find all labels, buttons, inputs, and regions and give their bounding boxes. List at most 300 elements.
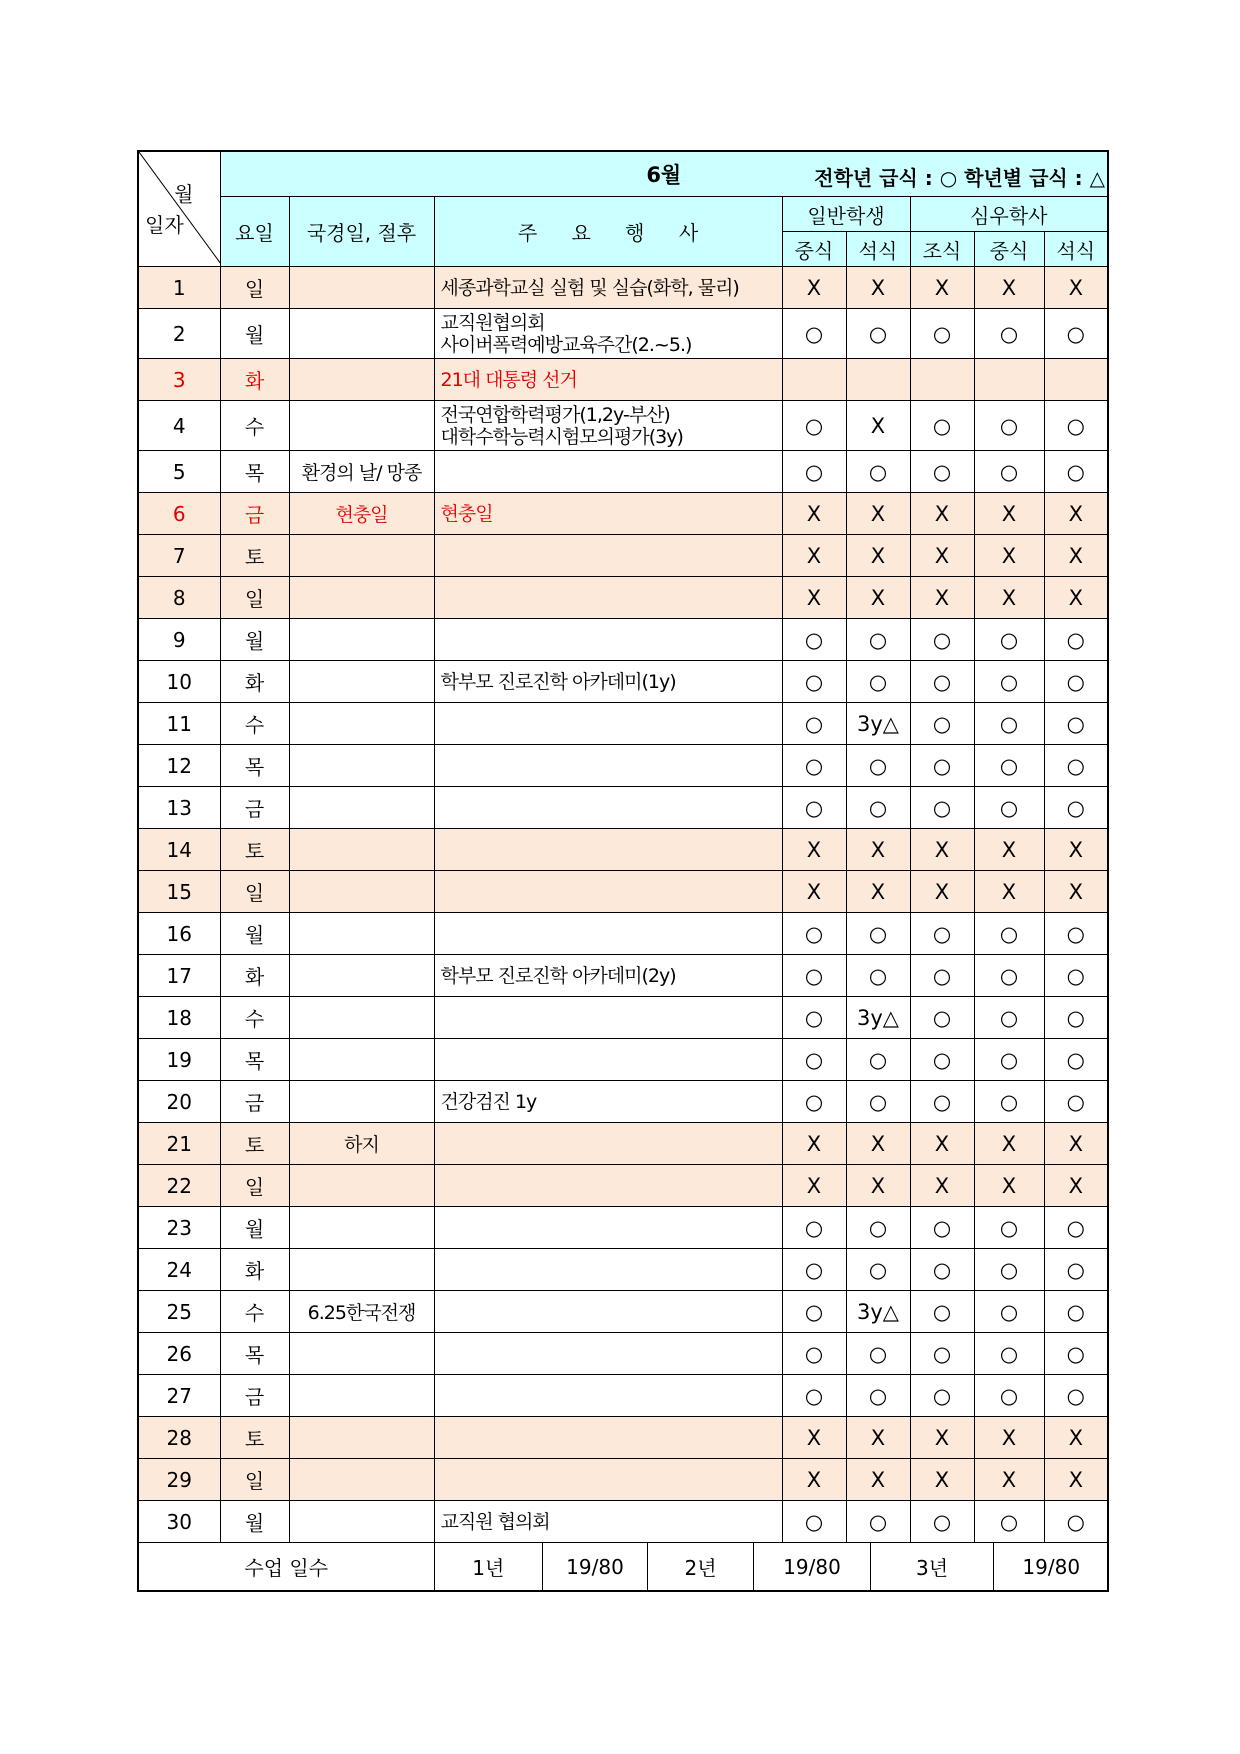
holiday-cell [289, 1417, 434, 1459]
events-cell [434, 787, 782, 829]
class-days-grid [434, 1543, 1108, 1592]
general-lunch-mark: X [782, 871, 846, 913]
holiday-column-header: 국경일, 절후 [289, 197, 434, 267]
general-lunch-mark [782, 359, 846, 401]
dorm-breakfast-mark [910, 359, 974, 401]
date-cell: 29 [138, 1459, 220, 1501]
grade-class-days: 19/80 [994, 1543, 1109, 1590]
dorm-dinner-mark: ○ [1044, 1501, 1108, 1543]
dorm-breakfast-mark: ○ [910, 1249, 974, 1291]
grade-label: 2년 [648, 1543, 754, 1590]
general-lunch-mark: ○ [782, 401, 846, 451]
general-lunch-mark: ○ [782, 1291, 846, 1333]
general-dinner-mark: 3y△ [846, 703, 910, 745]
holiday-cell [289, 1501, 434, 1543]
events-cell [434, 451, 782, 493]
general-lunch-mark: ○ [782, 1249, 846, 1291]
weekday-cell: 월 [220, 1207, 289, 1249]
weekday-cell: 일 [220, 871, 289, 913]
day-row [138, 451, 1108, 493]
general-lunch-mark: ○ [782, 1039, 846, 1081]
general-lunch-header: 중식 [782, 232, 846, 267]
footer-row [138, 1543, 1108, 1592]
weekday-cell: 금 [220, 1081, 289, 1123]
dorm-dinner-mark: X [1044, 577, 1108, 619]
general-dinner-mark: ○ [846, 1081, 910, 1123]
general-lunch-mark: X [782, 1459, 846, 1501]
weekday-cell: 화 [220, 359, 289, 401]
event-text: 건강검진 1y [440, 1090, 537, 1113]
weekday-cell: 화 [220, 955, 289, 997]
general-lunch-mark: ○ [782, 1501, 846, 1543]
dorm-breakfast-mark: X [910, 535, 974, 577]
date-cell: 27 [138, 1375, 220, 1417]
dorm-lunch-mark: ○ [974, 1249, 1044, 1291]
events-cell [434, 401, 782, 451]
dorm-dinner-mark: ○ [1044, 1249, 1108, 1291]
general-lunch-mark: ○ [782, 787, 846, 829]
dorm-lunch-header: 중식 [974, 232, 1044, 267]
dorm-lunch-mark: ○ [974, 1333, 1044, 1375]
general-lunch-mark: ○ [782, 955, 846, 997]
events-cell [434, 493, 782, 535]
general-dinner-mark [846, 359, 910, 401]
general-dinner-mark: ○ [846, 309, 910, 359]
dorm-breakfast-mark: ○ [910, 451, 974, 493]
general-dinner-mark: ○ [846, 787, 910, 829]
day-row [138, 1501, 1108, 1543]
holiday-cell [289, 1249, 434, 1291]
general-lunch-mark: ○ [782, 451, 846, 493]
events-cell [434, 577, 782, 619]
dorm-dinner-mark: X [1044, 493, 1108, 535]
dorm-lunch-mark: X [974, 1417, 1044, 1459]
date-cell: 6 [138, 493, 220, 535]
general-dinner-mark: X [846, 493, 910, 535]
general-students-header: 일반학생 [782, 197, 910, 232]
holiday-cell [289, 535, 434, 577]
event-text: 학부모 진로진학 아카데미(2y) [440, 964, 676, 987]
dorm-lunch-mark: X [974, 829, 1044, 871]
holiday-cell [289, 997, 434, 1039]
date-cell: 26 [138, 1333, 220, 1375]
grade-label: 1년 [472, 1556, 505, 1580]
diagonal-divider [139, 152, 220, 264]
date-cell: 1 [138, 267, 220, 309]
weekday-cell: 일 [220, 1459, 289, 1501]
weekday-cell: 금 [220, 1375, 289, 1417]
dorm-breakfast-mark: X [910, 1459, 974, 1501]
day-row [138, 745, 1108, 787]
dorm-dinner-mark: X [1044, 1123, 1108, 1165]
weekday-cell: 토 [220, 1417, 289, 1459]
general-dinner-mark: ○ [846, 619, 910, 661]
holiday-cell [289, 1375, 434, 1417]
events-cell [434, 1291, 782, 1333]
holiday-cell: 하지 [289, 1123, 434, 1165]
events-cell [434, 1039, 782, 1081]
dorm-breakfast-mark: X [910, 1123, 974, 1165]
dorm-lunch-mark [974, 359, 1044, 401]
dorm-dinner-mark: ○ [1044, 401, 1108, 451]
holiday-cell: 6.25한국전쟁 [289, 1291, 434, 1333]
general-dinner-mark: X [846, 871, 910, 913]
weekday-cell: 토 [220, 829, 289, 871]
dorm-breakfast-mark: ○ [910, 1375, 974, 1417]
weekday-cell: 수 [220, 703, 289, 745]
date-cell: 14 [138, 829, 220, 871]
dorm-lunch-mark: X [974, 267, 1044, 309]
holiday-cell [289, 309, 434, 359]
general-lunch-mark: ○ [782, 1207, 846, 1249]
weekday-cell: 일 [220, 577, 289, 619]
general-dinner-mark: ○ [846, 1207, 910, 1249]
date-cell: 3 [138, 359, 220, 401]
weekday-cell: 목 [220, 451, 289, 493]
events-cell [434, 871, 782, 913]
dorm-breakfast-mark: ○ [910, 703, 974, 745]
date-cell: 15 [138, 871, 220, 913]
holiday-cell [289, 955, 434, 997]
dorm-dinner-header: 석식 [1044, 232, 1108, 267]
weekday-cell: 수 [220, 401, 289, 451]
day-row [138, 1291, 1108, 1333]
dorm-lunch-mark: ○ [974, 787, 1044, 829]
weekday-cell: 수 [220, 1291, 289, 1333]
events-cell [434, 309, 782, 359]
holiday-cell [289, 619, 434, 661]
weekday-cell: 화 [220, 1249, 289, 1291]
grade-label: 3년 [871, 1543, 994, 1590]
holiday-cell [289, 1207, 434, 1249]
events-cell [434, 997, 782, 1039]
events-cell [434, 745, 782, 787]
date-cell: 30 [138, 1501, 220, 1543]
dorm-breakfast-mark: ○ [910, 1333, 974, 1375]
dorm-lunch-mark: X [974, 1459, 1044, 1501]
dorm-dinner-mark: ○ [1044, 955, 1108, 997]
weekday-cell: 수 [220, 997, 289, 1039]
dorm-lunch-mark: X [974, 1165, 1044, 1207]
general-dinner-mark: X [846, 535, 910, 577]
corner-date-label: 일자 [145, 213, 184, 237]
dorm-lunch-mark: X [974, 871, 1044, 913]
weekday-cell: 목 [220, 1039, 289, 1081]
date-cell: 9 [138, 619, 220, 661]
event-text: 교직원협의회 [440, 311, 545, 334]
dorm-lunch-mark: ○ [974, 1501, 1044, 1543]
events-cell [434, 1249, 782, 1291]
date-cell: 11 [138, 703, 220, 745]
events-cell [434, 1375, 782, 1417]
dorm-breakfast-mark: ○ [910, 745, 974, 787]
dorm-lunch-mark: X [974, 535, 1044, 577]
dorm-breakfast-mark: ○ [910, 1207, 974, 1249]
weekday-cell: 목 [220, 1333, 289, 1375]
day-row [138, 619, 1108, 661]
general-dinner-mark: ○ [846, 1249, 910, 1291]
general-lunch-mark: ○ [782, 1081, 846, 1123]
holiday-cell [289, 871, 434, 913]
general-lunch-mark: ○ [782, 309, 846, 359]
dorm-dinner-mark: ○ [1044, 703, 1108, 745]
events-cell [434, 1123, 782, 1165]
dorm-dinner-mark: ○ [1044, 997, 1108, 1039]
day-row [138, 1123, 1108, 1165]
grade-class-days: 19/80 [754, 1543, 871, 1590]
date-cell: 18 [138, 997, 220, 1039]
general-lunch-mark: X [782, 493, 846, 535]
dorm-dinner-mark: ○ [1044, 1333, 1108, 1375]
general-dinner-mark: X [846, 267, 910, 309]
weekday-cell: 일 [220, 267, 289, 309]
general-lunch-mark: X [782, 1417, 846, 1459]
day-column-header: 요일 [220, 197, 289, 267]
holiday-cell [289, 1333, 434, 1375]
general-lunch-mark: ○ [782, 661, 846, 703]
weekday-cell: 월 [220, 309, 289, 359]
event-text: 21대 대통령 선거 [440, 368, 577, 391]
events-cell [434, 703, 782, 745]
general-dinner-mark: ○ [846, 1501, 910, 1543]
date-cell: 4 [138, 401, 220, 451]
dorm-dinner-mark: ○ [1044, 913, 1108, 955]
day-row [138, 703, 1108, 745]
corner-month-label: 월 [174, 182, 194, 206]
meal-legend: 전학년 급식 : ○ 학년별 급식 : △ [814, 166, 1106, 190]
date-cell: 12 [138, 745, 220, 787]
month-title-cell [220, 151, 1108, 197]
day-row [138, 1207, 1108, 1249]
day-row [138, 661, 1108, 703]
date-cell: 19 [138, 1039, 220, 1081]
holiday-cell: 환경의 날/ 망종 [289, 451, 434, 493]
dorm-lunch-mark: ○ [974, 745, 1044, 787]
day-row [138, 787, 1108, 829]
events-cell [434, 267, 782, 309]
general-dinner-mark: X [846, 1459, 910, 1501]
dorm-dinner-mark: X [1044, 829, 1108, 871]
general-dinner-mark: ○ [846, 745, 910, 787]
dorm-breakfast-mark: X [910, 493, 974, 535]
dorm-dinner-mark: ○ [1044, 1291, 1108, 1333]
general-lunch-mark: X [782, 829, 846, 871]
holiday-cell [289, 913, 434, 955]
date-cell: 23 [138, 1207, 220, 1249]
dorm-dinner-mark: X [1044, 1165, 1108, 1207]
event-text: 학부모 진로진학 아카데미(1y) [440, 670, 676, 693]
date-cell: 5 [138, 451, 220, 493]
dorm-breakfast-mark: X [910, 829, 974, 871]
events-cell [434, 1081, 782, 1123]
general-lunch-mark: X [782, 535, 846, 577]
dorm-lunch-mark: ○ [974, 1081, 1044, 1123]
class-days-label: 수업 일수 [138, 1543, 434, 1592]
dorm-dinner-mark: ○ [1044, 661, 1108, 703]
weekday-cell: 토 [220, 535, 289, 577]
general-lunch-mark: X [782, 267, 846, 309]
events-cell [434, 359, 782, 401]
events-cell [434, 1333, 782, 1375]
weekday-cell: 목 [220, 745, 289, 787]
dorm-breakfast-mark: ○ [910, 1081, 974, 1123]
dorm-breakfast-header: 조식 [910, 232, 974, 267]
general-dinner-mark: ○ [846, 661, 910, 703]
day-row [138, 1165, 1108, 1207]
date-cell: 22 [138, 1165, 220, 1207]
event-text: 세종과학교실 실험 및 실습(화학, 물리) [440, 276, 739, 299]
events-cell [434, 619, 782, 661]
general-lunch-mark: ○ [782, 619, 846, 661]
date-cell: 8 [138, 577, 220, 619]
date-cell: 21 [138, 1123, 220, 1165]
general-lunch-mark: X [782, 1165, 846, 1207]
general-dinner-mark: 3y△ [846, 1291, 910, 1333]
dorm-dinner-mark [1044, 359, 1108, 401]
dorm-dinner-mark: ○ [1044, 787, 1108, 829]
day-row [138, 1375, 1108, 1417]
dorm-dinner-mark: ○ [1044, 1207, 1108, 1249]
date-cell: 20 [138, 1081, 220, 1123]
dorm-lunch-mark: ○ [974, 1291, 1044, 1333]
dorm-lunch-mark: X [974, 493, 1044, 535]
dorm-lunch-mark: ○ [974, 1039, 1044, 1081]
general-dinner-mark: X [846, 1417, 910, 1459]
events-cell [434, 1417, 782, 1459]
event-text: 대학수학능력시험모의평가(3y) [440, 425, 683, 448]
holiday-cell [289, 1165, 434, 1207]
day-row [138, 871, 1108, 913]
holiday-cell [289, 703, 434, 745]
dorm-lunch-mark: ○ [974, 309, 1044, 359]
holiday-cell [289, 1039, 434, 1081]
dorm-dinner-mark: X [1044, 1417, 1108, 1459]
monthly-schedule-table [137, 150, 1109, 1592]
general-dinner-mark: X [846, 1123, 910, 1165]
dorm-dinner-mark: ○ [1044, 451, 1108, 493]
day-row [138, 1249, 1108, 1291]
day-row [138, 577, 1108, 619]
general-dinner-mark: X [846, 401, 910, 451]
general-dinner-mark: ○ [846, 1375, 910, 1417]
day-row [138, 1039, 1108, 1081]
dorm-breakfast-mark: X [910, 871, 974, 913]
dorm-lunch-mark: ○ [974, 661, 1044, 703]
dorm-breakfast-mark: ○ [910, 1501, 974, 1543]
general-lunch-mark: ○ [782, 1333, 846, 1375]
dorm-breakfast-mark: ○ [910, 619, 974, 661]
dorm-dinner-mark: X [1044, 1459, 1108, 1501]
general-dinner-mark: ○ [846, 1039, 910, 1081]
dorm-dinner-mark: ○ [1044, 309, 1108, 359]
dorm-breakfast-mark: ○ [910, 401, 974, 451]
dorm-breakfast-mark: ○ [910, 787, 974, 829]
dorm-dinner-mark: ○ [1044, 745, 1108, 787]
dorm-dinner-mark: ○ [1044, 619, 1108, 661]
general-dinner-mark: ○ [846, 955, 910, 997]
events-cell [434, 1501, 782, 1543]
dorm-lunch-mark: ○ [974, 997, 1044, 1039]
day-row [138, 955, 1108, 997]
events-cell [434, 661, 782, 703]
events-cell [434, 1165, 782, 1207]
weekday-cell: 금 [220, 493, 289, 535]
dorm-dinner-mark: X [1044, 267, 1108, 309]
general-lunch-mark: ○ [782, 913, 846, 955]
dorm-breakfast-mark: ○ [910, 955, 974, 997]
dorm-lunch-mark: ○ [974, 619, 1044, 661]
general-lunch-mark: ○ [782, 997, 846, 1039]
general-lunch-mark: ○ [782, 1375, 846, 1417]
month-title: 6월 [646, 163, 682, 187]
general-dinner-mark: 3y△ [846, 997, 910, 1039]
events-cell [434, 829, 782, 871]
holiday-cell [289, 401, 434, 451]
day-row [138, 913, 1108, 955]
dorm-breakfast-mark: ○ [910, 913, 974, 955]
events-cell [434, 1207, 782, 1249]
weekday-cell: 화 [220, 661, 289, 703]
dormitory-header: 심우학사 [910, 197, 1108, 232]
day-row [138, 1081, 1108, 1123]
date-cell: 13 [138, 787, 220, 829]
day-row [138, 535, 1108, 577]
dorm-lunch-mark: ○ [974, 955, 1044, 997]
general-dinner-mark: ○ [846, 1333, 910, 1375]
day-row [138, 1333, 1108, 1375]
holiday-cell [289, 267, 434, 309]
general-dinner-mark: X [846, 1165, 910, 1207]
holiday-cell [289, 1081, 434, 1123]
dorm-lunch-mark: X [974, 577, 1044, 619]
date-cell: 25 [138, 1291, 220, 1333]
events-cell [434, 913, 782, 955]
dorm-lunch-mark: X [974, 1123, 1044, 1165]
day-row [138, 1417, 1108, 1459]
dorm-breakfast-mark: ○ [910, 1291, 974, 1333]
date-cell: 7 [138, 535, 220, 577]
corner-header [138, 151, 220, 267]
event-text: 사이버폭력예방교육주간(2.~5.) [440, 333, 692, 356]
weekday-cell: 일 [220, 1165, 289, 1207]
general-lunch-mark: X [782, 1123, 846, 1165]
dorm-dinner-mark: X [1044, 535, 1108, 577]
general-lunch-mark: ○ [782, 703, 846, 745]
holiday-cell [289, 661, 434, 703]
dorm-dinner-mark: ○ [1044, 1375, 1108, 1417]
general-lunch-mark: X [782, 577, 846, 619]
date-cell: 28 [138, 1417, 220, 1459]
date-cell: 16 [138, 913, 220, 955]
day-row [138, 997, 1108, 1039]
dorm-lunch-mark: ○ [974, 1207, 1044, 1249]
general-dinner-mark: ○ [846, 451, 910, 493]
general-dinner-mark: X [846, 577, 910, 619]
events-cell [434, 1459, 782, 1501]
general-dinner-header: 석식 [846, 232, 910, 267]
dorm-lunch-mark: ○ [974, 1375, 1044, 1417]
dorm-breakfast-mark: ○ [910, 309, 974, 359]
dorm-dinner-mark: ○ [1044, 1039, 1108, 1081]
dorm-lunch-mark: ○ [974, 703, 1044, 745]
events-cell [434, 955, 782, 997]
dorm-dinner-mark: X [1044, 871, 1108, 913]
holiday-cell [289, 829, 434, 871]
holiday-cell [289, 359, 434, 401]
dorm-breakfast-mark: X [910, 1417, 974, 1459]
day-row [138, 1459, 1108, 1501]
dorm-dinner-mark: ○ [1044, 1081, 1108, 1123]
